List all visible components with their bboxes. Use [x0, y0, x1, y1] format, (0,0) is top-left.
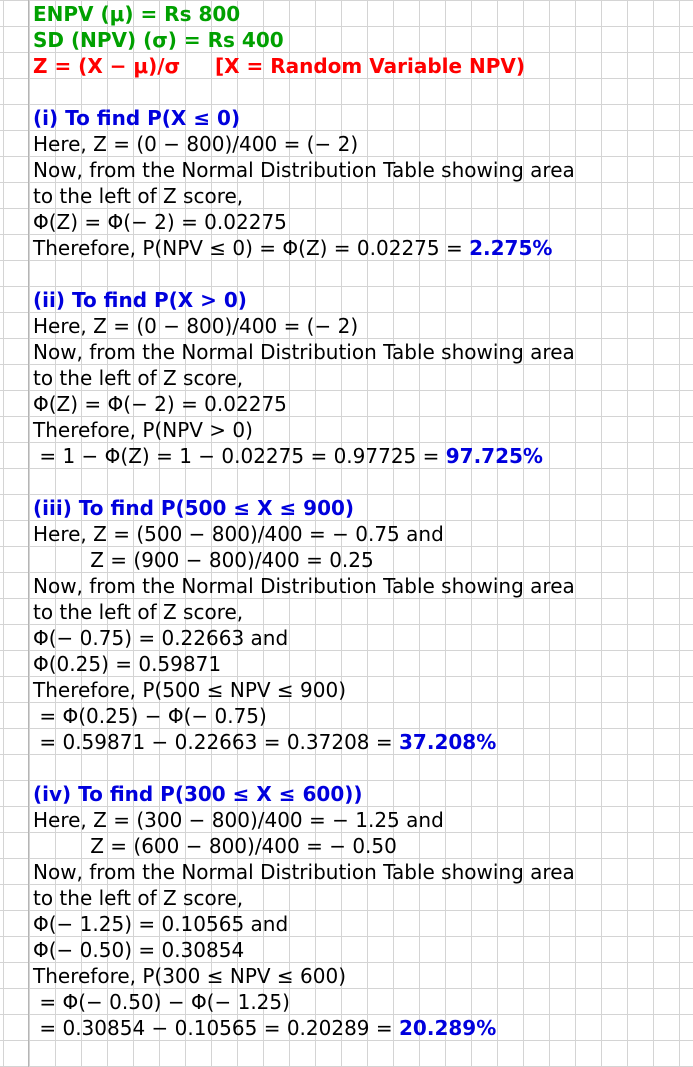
part2-result-text: = 1 − Φ(Z) = 1 − 0.02275 = 0.97725 = — [33, 444, 446, 468]
part2-line: Now, from the Normal Distribution Table showing area — [33, 340, 575, 364]
blank-row — [29, 260, 693, 286]
part2-result-line — [29, 442, 693, 468]
part1-line: Here, Z = (0 − 800)/400 = (− 2) — [33, 132, 359, 156]
part2-answer: 97.725% — [445, 444, 543, 468]
sd-line: SD (NPV) (σ) = Rs 400 — [33, 28, 284, 52]
worksheet — [28, 0, 693, 1067]
part1-heading: (i) To find P(X ≤ 0) — [33, 106, 241, 130]
part4-line: Therefore, P(300 ≤ NPV ≤ 600) — [33, 964, 347, 988]
part4-heading: (iv) To find P(300 ≤ X ≤ 600)) — [33, 782, 363, 806]
blank-row — [29, 468, 693, 494]
part1-line: Now, from the Normal Distribution Table showing area — [33, 158, 575, 182]
part3-line: Therefore, P(500 ≤ NPV ≤ 900) — [33, 678, 347, 702]
part4-line: Here, Z = (300 − 800)/400 = − 1.25 and — [33, 808, 444, 832]
part4-line: Z = (600 − 800)/400 = − 0.50 — [33, 834, 397, 858]
part4-line: Now, from the Normal Distribution Table showing area — [33, 860, 575, 884]
part4-line: = Φ(− 0.50) − Φ(− 1.25) — [33, 990, 290, 1014]
part2-heading: (ii) To find P(X > 0) — [33, 288, 247, 312]
z-formula-line: Z = (X − μ)/σ [X = Random Variable NPV) — [33, 54, 526, 78]
part3-line: = Φ(0.25) − Φ(− 0.75) — [33, 704, 267, 728]
part1-result-line — [29, 234, 693, 260]
part3-line: Z = (900 − 800)/400 = 0.25 — [33, 548, 374, 572]
part3-result-line — [29, 728, 693, 754]
part1-answer: 2.275% — [469, 236, 553, 260]
part2-line: Therefore, P(NPV > 0) — [33, 418, 253, 442]
part1-result-text: Therefore, P(NPV ≤ 0) = Φ(Z) = 0.02275 = — [33, 236, 470, 260]
part3-answer: 37.208% — [399, 730, 497, 754]
enpv-line: ENPV (μ) = Rs 800 — [33, 2, 241, 26]
part3-line: Φ(0.25) = 0.59871 — [33, 652, 222, 676]
part1-line: Φ(Z) = Φ(− 2) = 0.02275 — [33, 210, 287, 234]
part4-result-line — [29, 1014, 693, 1040]
part4-line: to the left of Z score, — [33, 886, 244, 910]
part4-answer: 20.289% — [399, 1016, 497, 1040]
part3-line: Now, from the Normal Distribution Table showing area — [33, 574, 575, 598]
part3-line: Φ(− 0.75) = 0.22663 and — [33, 626, 289, 650]
blank-row — [29, 78, 693, 104]
part3-result-text: = 0.59871 − 0.22663 = 0.37208 = — [33, 730, 400, 754]
part3-line: to the left of Z score, — [33, 600, 244, 624]
part4-result-text: = 0.30854 − 0.10565 = 0.20289 = — [33, 1016, 400, 1040]
part3-heading: (iii) To find P(500 ≤ X ≤ 900) — [33, 496, 355, 520]
part3-line: Here, Z = (500 − 800)/400 = − 0.75 and — [33, 522, 444, 546]
part1-line: to the left of Z score, — [33, 184, 244, 208]
part2-line: Here, Z = (0 − 800)/400 = (− 2) — [33, 314, 359, 338]
part4-line: Φ(− 1.25) = 0.10565 and — [33, 912, 289, 936]
blank-row — [29, 754, 693, 780]
part2-line: Φ(Z) = Φ(− 2) = 0.02275 — [33, 392, 287, 416]
part4-line: Φ(− 0.50) = 0.30854 — [33, 938, 245, 962]
part2-line: to the left of Z score, — [33, 366, 244, 390]
